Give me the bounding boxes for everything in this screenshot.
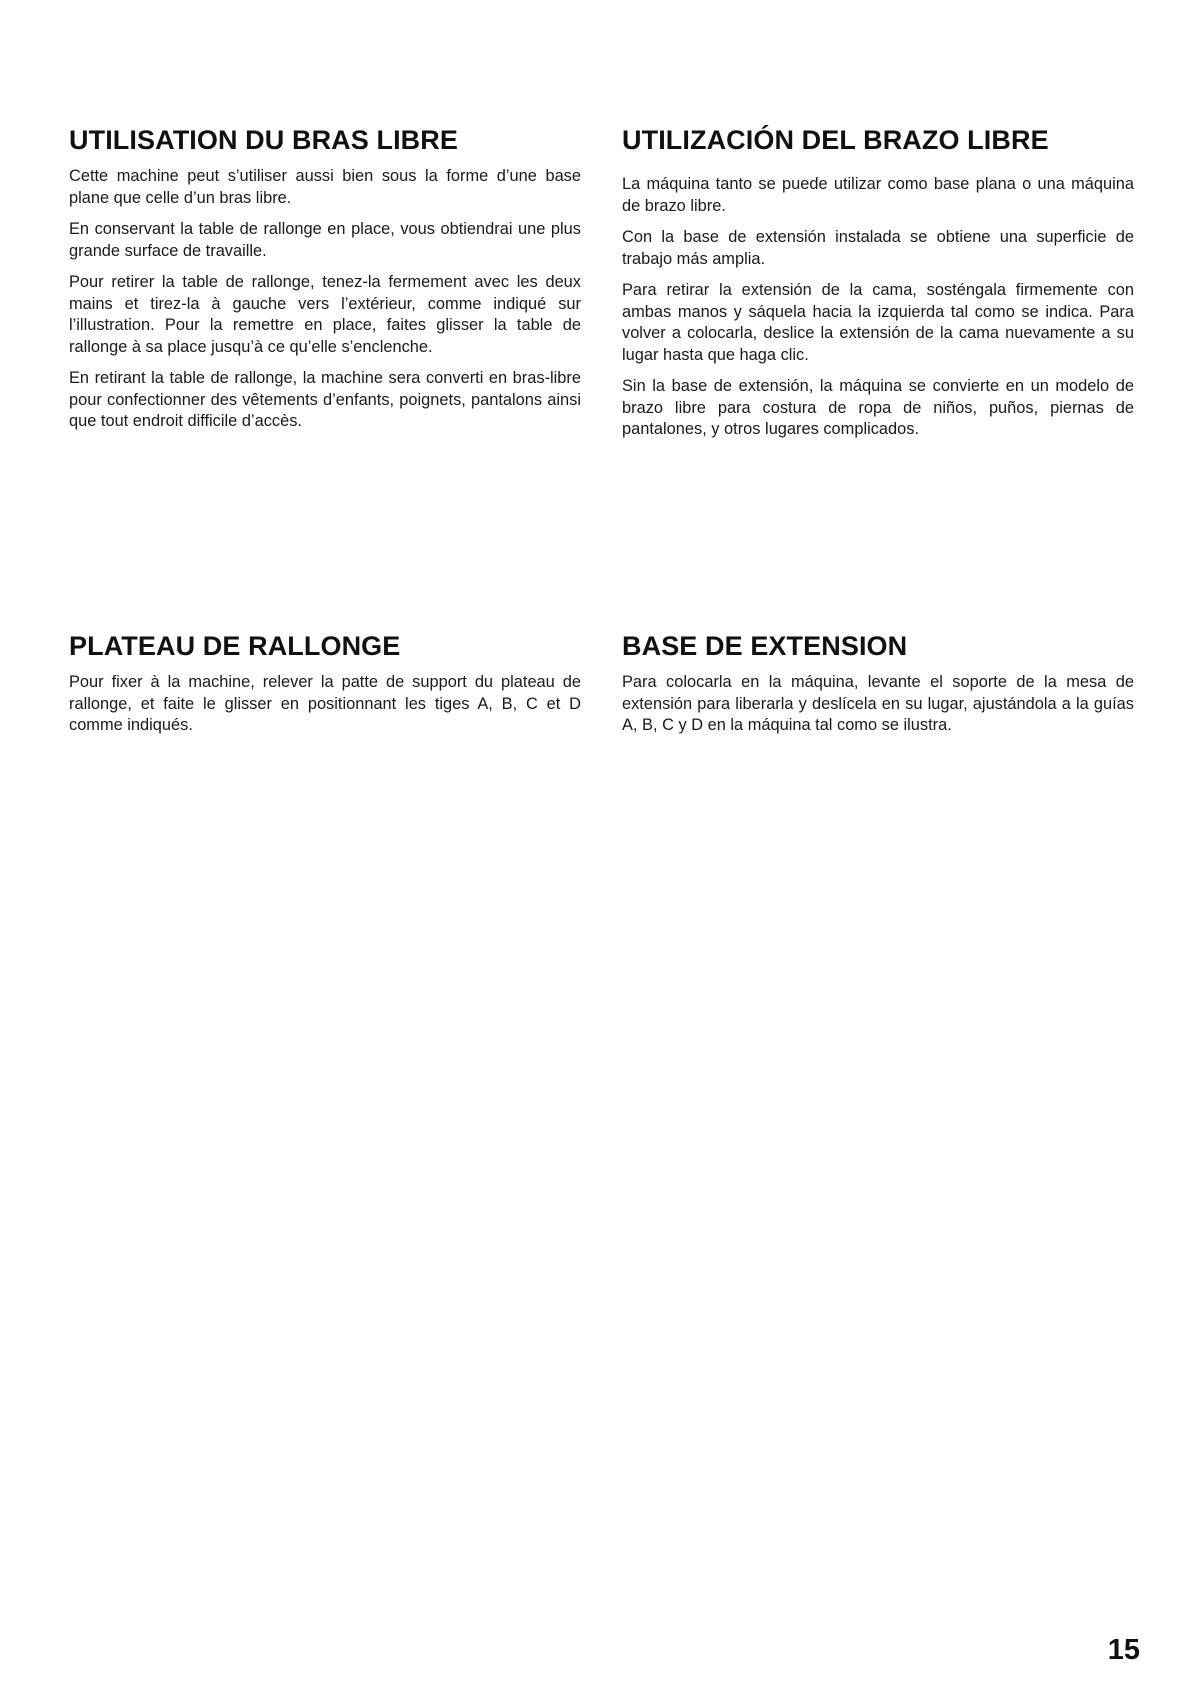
paragraph: En conservant la table de rallonge en place, vous obtiendrai une plus grande surface de travaille.: [69, 220, 581, 260]
paragraph: Pour retirer la table de rallonge, tenez-la fermement avec les deux mains et tirez-la à gauche vers l’extérieur, comme indiqué sur l’illustration. Pour la remettre en place, faites glisser la table de rallonge à sa place jusqu’à ce qu’elle s’enclenche.: [69, 273, 581, 356]
paragraph: La máquina tanto se puede utilizar como base plana o una máquina de brazo libre.: [622, 175, 1134, 215]
page-number: 15: [1107, 1634, 1140, 1666]
paragraph: Para colocarla en la máquina, levante el soporte de la mesa de extensión para liberarla y deslícela en su lugar, ajustándola a la guías A, B, C y D en la máquina tal como se ilustra.: [622, 673, 1134, 734]
section-title: UTILISATION DU BRAS LIBRE: [69, 125, 458, 155]
section-title: BASE DE EXTENSION: [622, 631, 908, 661]
paragraph: Sin la base de extensión, la máquina se convierte en un modelo de brazo libre para costura de ropa de niños, puños, piernas de pantalones, y otros lugares complicados.: [622, 377, 1134, 438]
section-title: PLATEAU DE RALLONGE: [69, 631, 401, 661]
paragraph: Con la base de extensión instalada se obtiene una superficie de trabajo más amplia.: [622, 228, 1134, 268]
section-plateau-de-rallonge: [69, 630, 581, 747]
paragraph: En retirant la table de rallonge, la machine sera converti en bras-libre pour confectionner des vêtements d’enfants, poignets, pantalons ainsi que tout endroit difficile d’accès.: [69, 369, 581, 430]
paragraph: Para retirar la extensión de la cama, sosténgala firmemente con ambas manos y sáquela hacia la izquierda tal como se indica. Para volver a colocarla, deslice la extensión de la cama nuevamente a su lugar hasta que haga clic.: [622, 281, 1134, 364]
paragraph: Pour fixer à la machine, relever la patte de support du plateau de rallonge, et faite le glisser en positionnant les tiges A, B, C et D comme indiqués.: [69, 673, 581, 734]
section-base-de-extension: [622, 630, 1134, 747]
section-utilisation-bras-libre: [69, 124, 581, 443]
section-title: UTILIZACIÓN DEL BRAZO LIBRE: [622, 125, 1049, 155]
section-utilizacion-brazo-libre: [622, 124, 1134, 451]
paragraph: Cette machine peut s’utiliser aussi bien sous la forme d’une base plane que celle d’un bras libre.: [69, 167, 581, 207]
